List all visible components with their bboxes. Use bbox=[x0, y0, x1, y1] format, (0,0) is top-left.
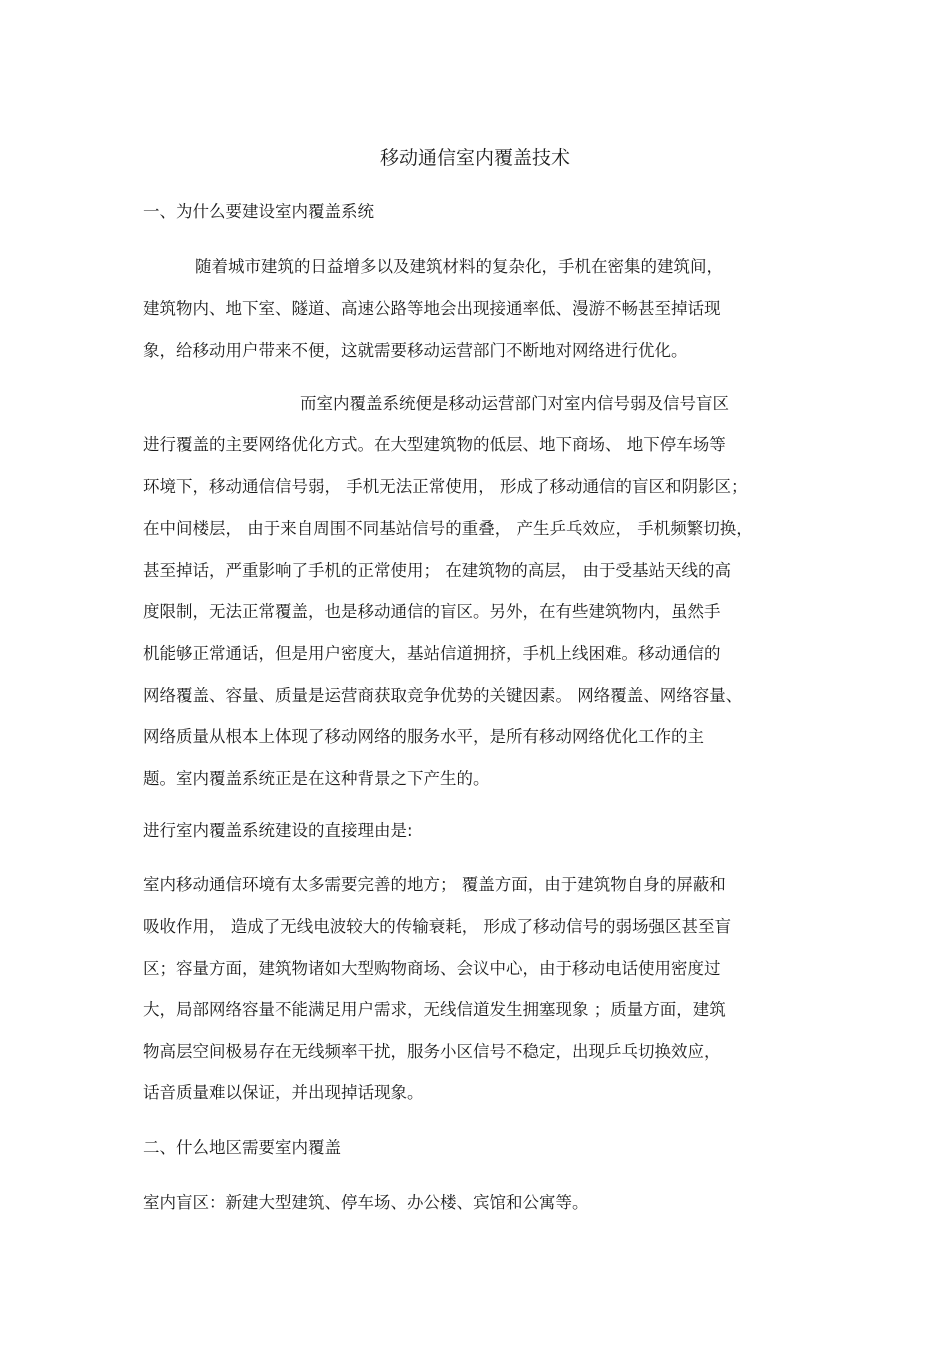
paragraph-line: 度限制，无法正常覆盖，也是移动通信的盲区。另外，在有些建筑物内，虽然手 bbox=[143, 602, 721, 621]
paragraph-line: 甚至掉话，严重影响了手机的正常使用； 在建筑物的高层， 由于受基站天线的高 bbox=[143, 561, 731, 580]
paragraph-line: 室内盲区：新建大型建筑、停车场、办公楼、宾馆和公寓等。 bbox=[143, 1193, 589, 1212]
section-heading-1: 一、为什么要建设室内覆盖系统 bbox=[143, 202, 374, 221]
paragraph-line: 网络质量从根本上体现了移动网络的服务水平，是所有移动网络优化工作的主 bbox=[143, 727, 704, 746]
paragraph-line: 区；容量方面，建筑物诸如大型购物商场、会议中心，由于移动电话使用密度过 bbox=[143, 959, 721, 978]
paragraph-line: 在中间楼层， 由于来自周围不同基站信号的重叠， 产生乒乓效应， 手机频繁切换， bbox=[143, 519, 753, 538]
paragraph-line: 话音质量难以保证，并出现掉话现象。 bbox=[143, 1083, 424, 1102]
paragraph-line: 象，给移动用户带来不便，这就需要移动运营部门不断地对网络进行优化。 bbox=[143, 341, 688, 360]
paragraph-line: 进行覆盖的主要网络优化方式。在大型建筑物的低层、地下商场、 地下停车场等 bbox=[143, 435, 726, 454]
paragraph-line: 进行室内覆盖系统建设的直接理由是: bbox=[143, 821, 413, 840]
paragraph-line: 大，局部网络容量不能满足用户需求，无线信道发生拥塞现象 ；质量方面，建筑 bbox=[143, 1000, 726, 1019]
paragraph-line: 网络覆盖、容量、质量是运营商获取竞争优势的关键因素。 网络覆盖、网络容量、 bbox=[143, 686, 743, 705]
section-heading-2: 二、什么地区需要室内覆盖 bbox=[143, 1138, 341, 1157]
paragraph-line: 题。室内覆盖系统正是在这种背景之下产生的。 bbox=[143, 769, 490, 788]
document-title: 移动通信室内覆盖技术 bbox=[379, 147, 570, 169]
paragraph-line: 环境下，移动通信信号弱， 手机无法正常使用， 形成了移动通信的盲区和阴影区； bbox=[143, 477, 748, 496]
paragraph-line: 建筑物内、地下室、隧道、高速公路等地会出现接通率低、漫游不畅甚至掉话现 bbox=[143, 299, 721, 318]
paragraph-line: 而室内覆盖系统便是移动运营部门对室内信号弱及信号盲区 bbox=[300, 394, 729, 413]
paragraph-line: 随着城市建筑的日益增多以及建筑材料的复杂化，手机在密集的建筑间， bbox=[195, 257, 723, 276]
paragraph-line: 室内移动通信环境有太多需要完善的地方； 覆盖方面，由于建筑物自身的屏蔽和 bbox=[143, 875, 726, 894]
paragraph-line: 吸收作用， 造成了无线电波较大的传输衰耗， 形成了移动信号的弱场强区甚至盲 bbox=[143, 917, 731, 936]
paragraph-line: 机能够正常通话，但是用户密度大，基站信道拥挤，手机上线困难。移动通信的 bbox=[143, 644, 721, 663]
paragraph-line: 物高层空间极易存在无线频率干扰，服务小区信号不稳定，出现乒乓切换效应， bbox=[143, 1042, 721, 1061]
